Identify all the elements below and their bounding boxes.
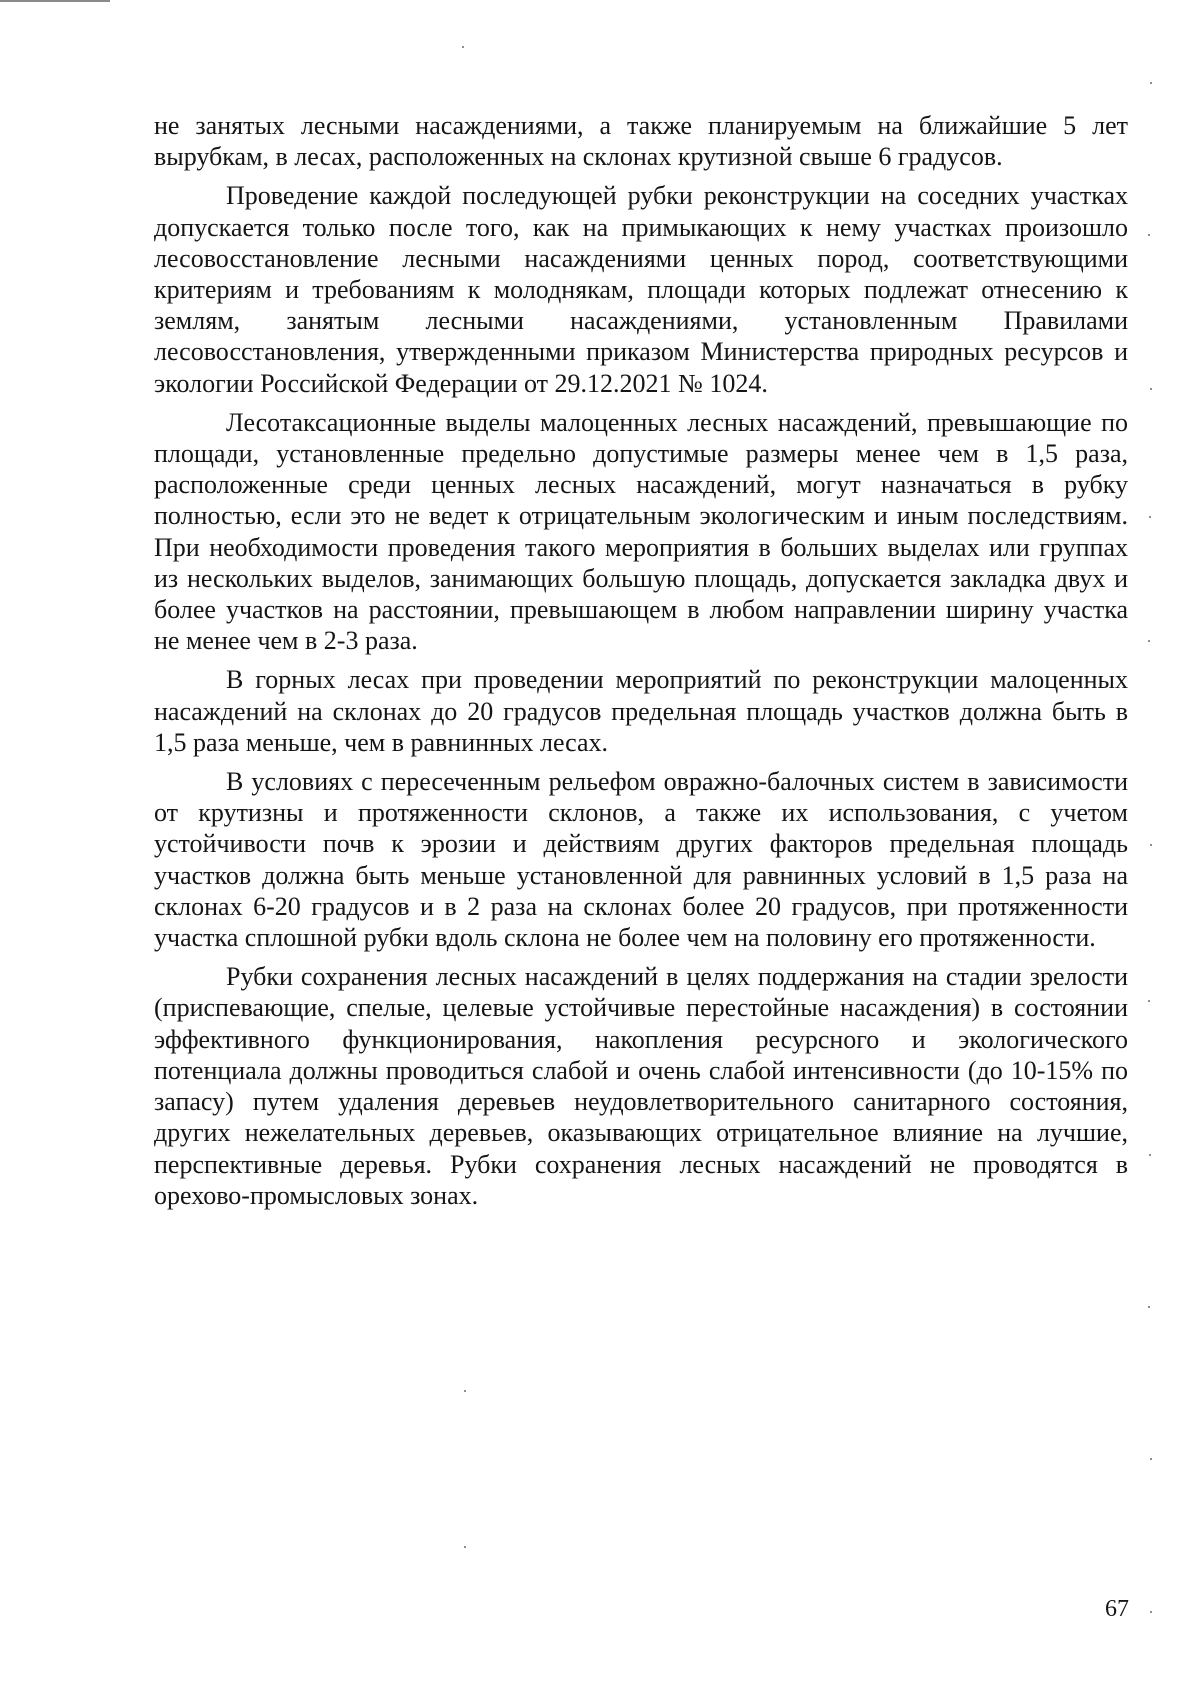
scan-speck [1150, 1458, 1152, 1460]
paragraph-continuation: не занятых лесными насаждениями, а также планируемым на ближайшие 5 лет вырубкам, в лесах, расположенных на склонах крутизной свыше 6 градусов. [154, 111, 1128, 172]
scan-speck [1148, 1306, 1150, 1308]
page-number: 67 [1105, 1596, 1129, 1622]
scan-speck [1150, 388, 1152, 390]
scan-speck [464, 1390, 466, 1392]
scan-speck [462, 46, 464, 48]
scan-speck [1150, 1611, 1152, 1613]
scan-speck [1149, 1154, 1151, 1156]
scan-speck [1149, 516, 1151, 518]
scan-speck [464, 1546, 466, 1548]
scan-speck [1150, 82, 1152, 84]
scan-speck [1150, 844, 1152, 846]
paragraph-reconstruction-felling: Проведение каждой последующей рубки реконструкции на соседних участках допускается только после того, как на примыкающих к нему участках произошло лесовосстановление лесными насаждениями ценных пород, соответствующими критериям и требованиям к молоднякам, площади которых подлежат отнесению к землям, занятым лесными насаждениями, установленным Правилами лесовосстановления, утвержденными приказом Министерства природных ресурсов и экологии Российской Федерации от 29.12.2021 № 1024. [154, 181, 1128, 398]
paragraph-ravine-relief: В условиях с пересеченным рельефом овражно-балочных систем в зависимости от крутизны и протяженности склонов, а также их использования, с учетом устойчивости почв к эрозии и действиям других факторов предельная площадь участков должна быть меньше установленной для равнинных условий в 1,5 раза на склонах 6-20 градусов и в 2 раза на склонах более 20 градусов, при протяженности участка сплошной рубки вдоль склона не более чем на половину его протяженности. [154, 767, 1128, 953]
paragraph-preservation-felling: Рубки сохранения лесных насаждений в целях поддержания на стадии зрелости (приспевающие, спелые, целевые устойчивые перестойные насаждения) в состоянии эффективного функционирования, накопления ресурсного и экологического потенциала должны проводиться слабой и очень слабой интенсивности (до 10-15% по запасу) путем удаления деревьев неудовлетворительного санитарного состояния, других нежелательных деревьев, оказывающих отрицательное влияние на лучшие, перспективные деревья. Рубки сохранения лесных насаждений не проводятся в орехово-промысловых зонах. [154, 962, 1128, 1210]
document-body [154, 110, 1128, 1219]
scan-edge-line [0, 0, 110, 2]
scan-speck [1148, 1000, 1150, 1002]
scan-speck [1148, 640, 1150, 642]
paragraph-mountain-forests: В горных лесах при проведении мероприятий по реконструкции малоценных насаждений на склонах до 20 градусов предельная площадь участков должна быть в 1,5 раза меньше, чем в равнинных лесах. [154, 665, 1128, 757]
paragraph-low-value-stands: Лесотаксационные выделы малоценных лесных насаждений, превышающие по площади, установленные предельно допустимые размеры менее чем в 1,5 раза, расположенные среди ценных лесных насаждений, могут назначаться в рубку полностью, если это не ведет к отрицательным экологическим и иным последствиям. При необходимости проведения такого мероприятия в больших выделах или группах из нескольких выделов, занимающих большую площадь, допускается закладка двух и более участков на расстоянии, превышающем в любом направлении ширину участка не менее чем в 2-3 раза. [154, 407, 1128, 656]
scan-speck [1148, 234, 1150, 236]
